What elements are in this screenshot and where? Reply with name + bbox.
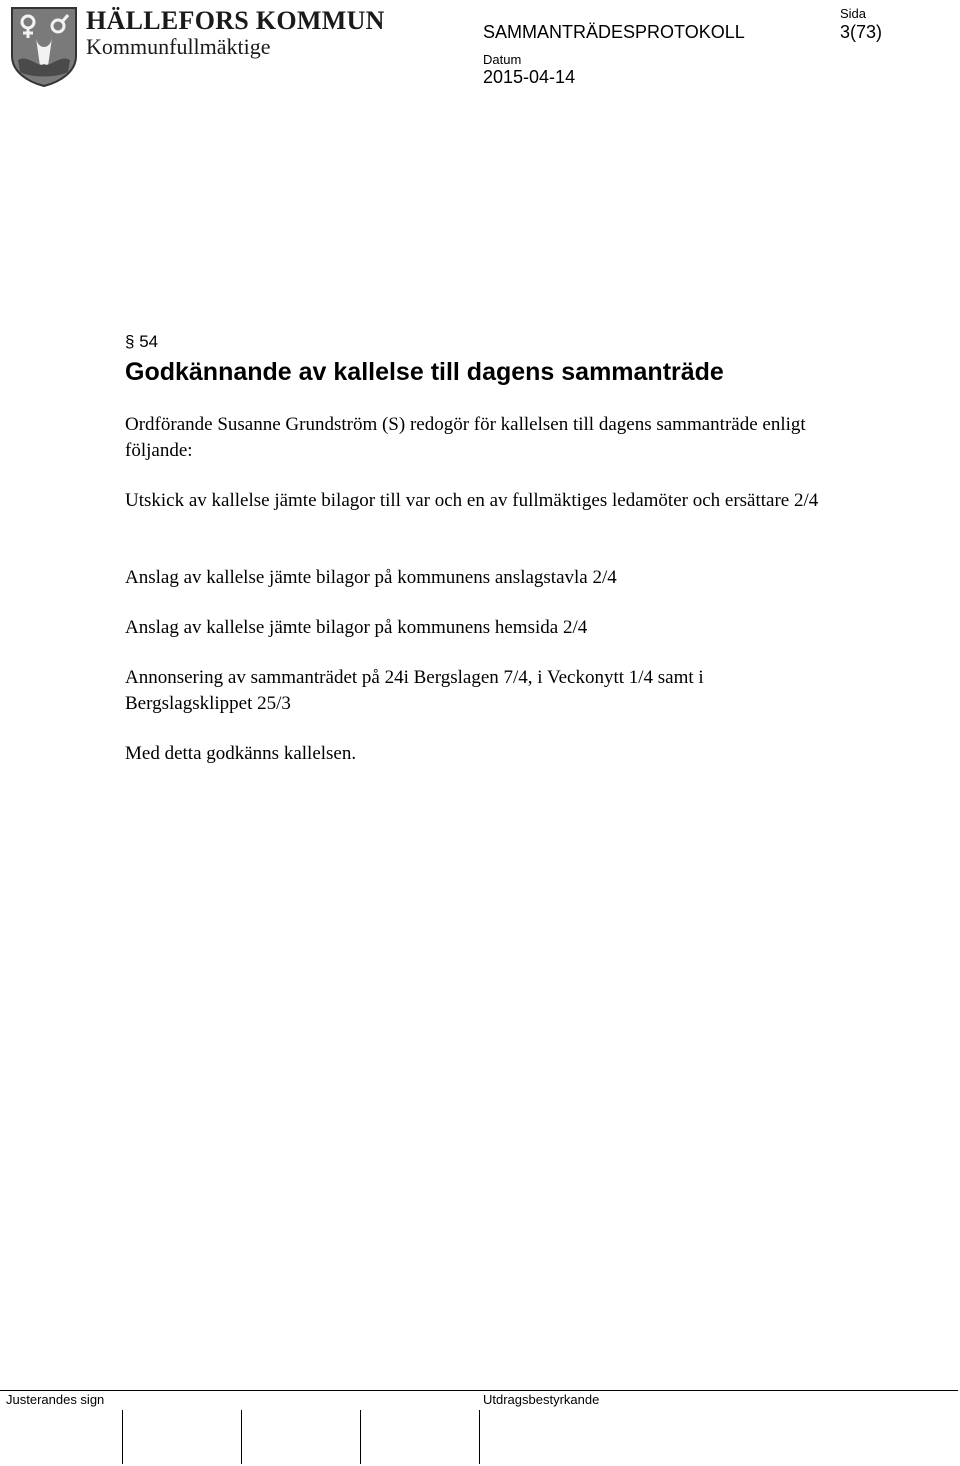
- paragraph: Anslag av kallelse jämte bilagor på kommunens hemsida 2/4: [125, 617, 588, 638]
- section-number-value: 54: [139, 332, 159, 351]
- section-sign-icon: §: [125, 332, 135, 351]
- signature-label: Justerandes sign: [6, 1392, 105, 1407]
- date-value: 2015-04-14: [483, 67, 576, 87]
- signature-box-divider: [241, 1410, 242, 1464]
- page-label: Sida: [840, 6, 867, 21]
- page-number: 3(73): [840, 22, 883, 42]
- section-title: Godkännande av kallelse till dagens sammanträde: [125, 358, 724, 386]
- paragraph: Anslag av kallelse jämte bilagor på kommunens anslagstavla 2/4: [125, 567, 617, 588]
- organization-name: HÄLLEFORS KOMMUN: [86, 6, 385, 35]
- signature-box-divider: [360, 1410, 361, 1464]
- paragraph: Annonsering av sammanträdet på 24i Bergslagen 7/4, i Veckonytt 1/4 samt i Bergslagsklippet 25/3: [125, 667, 704, 714]
- coat-of-arms-logo: [8, 4, 80, 88]
- paragraph: Med detta godkänns kallelsen.: [125, 743, 357, 764]
- section-number: [125, 332, 158, 352]
- signature-box-divider: [122, 1410, 123, 1464]
- paragraph: Ordförande Susanne Grundström (S) redogör för kallelsen till dagens sammanträde enligt följande:: [125, 414, 806, 461]
- document-type: SAMMANTRÄDESPROTOKOLL: [483, 22, 745, 42]
- paragraph: Utskick av kallelse jämte bilagor till var och en av fullmäktiges ledamöter och ersättare 2/4: [125, 490, 819, 511]
- footer-divider: [0, 1390, 958, 1391]
- signature-box-divider: [479, 1410, 480, 1464]
- date-label: Datum: [483, 52, 522, 67]
- organization-subtitle: Kommunfullmäktige: [86, 34, 271, 59]
- certification-label: Utdragsbestyrkande: [483, 1392, 600, 1407]
